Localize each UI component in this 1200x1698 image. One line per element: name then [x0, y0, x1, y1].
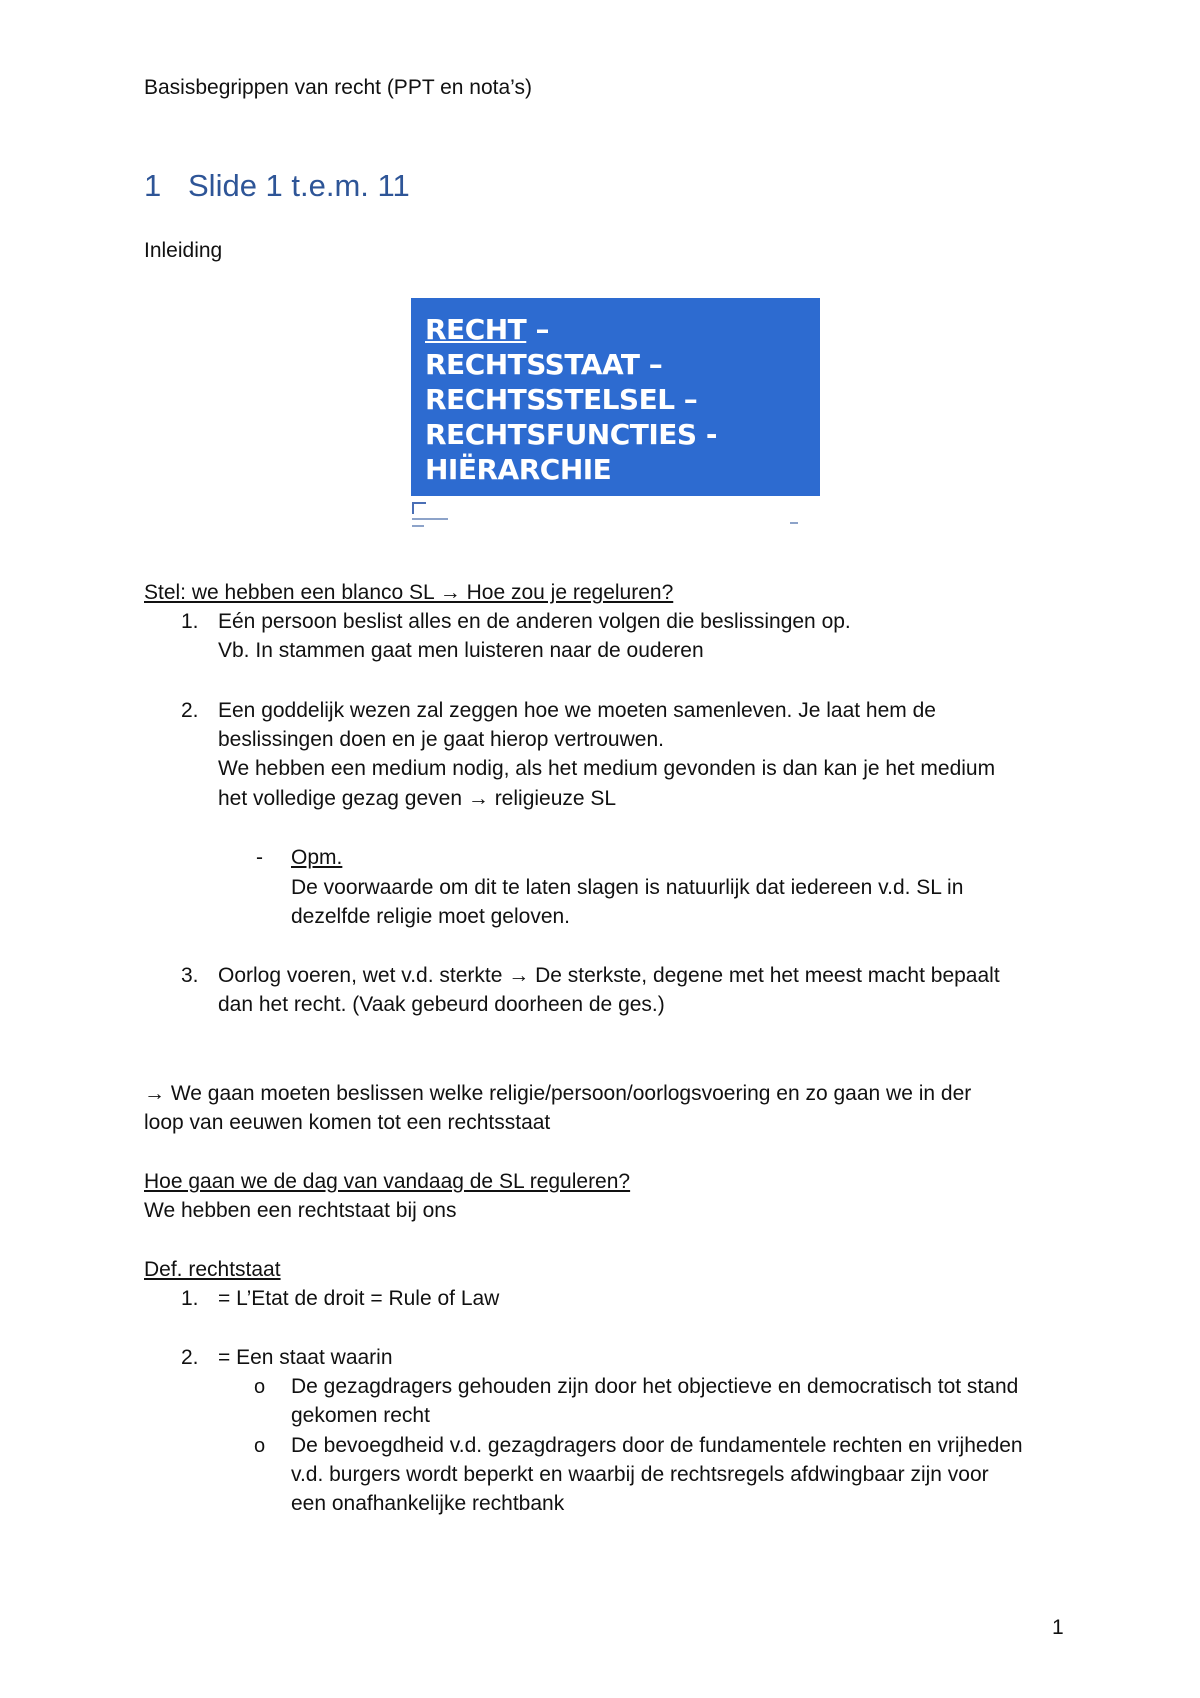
- page-header: Basisbegrippen van recht (PPT en nota’s): [144, 76, 532, 99]
- list-number: 2.: [181, 1346, 199, 1369]
- slide-footer-mark: [790, 522, 798, 524]
- question-today: Hoe gaan we de dag van vandaag de SL reguleren?: [144, 1170, 631, 1193]
- list-item-line: = L’Etat de droit = Rule of Law: [218, 1287, 500, 1310]
- sub-item-line: De gezagdragers gehouden zijn door het objectieve en democratisch tot stand: [291, 1375, 1019, 1398]
- slide-title-line: RECHT –: [425, 313, 550, 346]
- slide-title-line: RECHTSSTELSEL –: [425, 383, 698, 416]
- page-number: 1: [1052, 1616, 1064, 1639]
- list-number: 2.: [181, 699, 199, 722]
- slide-title-line: RECHTSSTAAT –: [425, 348, 663, 381]
- sub-item-line: gekomen recht: [291, 1404, 430, 1427]
- section-heading: [144, 166, 410, 206]
- sub-bullet: o: [254, 1376, 266, 1398]
- list-number: 1.: [181, 1287, 199, 1310]
- question-stel: Stel: we hebben een blanco SL → Hoe zou je regeluren?: [144, 581, 674, 604]
- list-item-line: We hebben een medium nodig, als het medium gevonden is dan kan je het medium: [218, 757, 996, 780]
- definition-title: Def. rechtstaat: [144, 1258, 281, 1281]
- heading-number: 1: [144, 168, 162, 203]
- slide-title-line: RECHTSFUNCTIES -: [425, 418, 717, 451]
- note-line: De voorwaarde om dit te laten slagen is natuurlijk dat iedereen v.d. SL in: [291, 876, 964, 899]
- slide-title: [425, 312, 717, 487]
- list-item-line: beslissingen doen en je gaat hierop vertrouwen.: [218, 728, 664, 751]
- heading-title: Slide 1 t.e.m. 11: [188, 168, 410, 203]
- conclusion-line: → We gaan moeten beslissen welke religie/persoon/oorlogsvoering en zo gaan we in der: [144, 1082, 972, 1105]
- answer-today: We hebben een rechtstaat bij ons: [144, 1199, 457, 1222]
- note-label: Opm.: [291, 846, 343, 869]
- note-line: dezelfde religie moet geloven.: [291, 905, 571, 928]
- sub-bullet: o: [254, 1435, 266, 1457]
- list-item-line: Eén persoon beslist alles en de anderen volgen die beslissingen op.: [218, 610, 851, 633]
- list-item-line: Oorlog voeren, wet v.d. sterkte → De sterkste, degene met het meest macht bepaalt: [218, 964, 1000, 987]
- slide-title-line: HIËRARCHIE: [425, 453, 612, 486]
- slide-title-word: RECHT: [425, 313, 527, 346]
- note-dash: -: [256, 846, 263, 869]
- list-item-line: Een goddelijk wezen zal zeggen hoe we moeten samenleven. Je laat hem de: [218, 699, 936, 722]
- list-number: 1.: [181, 610, 199, 633]
- university-logo-icon: [411, 500, 451, 532]
- list-number: 3.: [181, 964, 199, 987]
- list-item-line: dan het recht. (Vaak gebeurd doorheen de ges.): [218, 993, 665, 1016]
- sub-item-line: een onafhankelijke rechtbank: [291, 1492, 565, 1515]
- slide-image: [411, 298, 820, 496]
- sub-item-line: v.d. burgers wordt beperkt en waarbij de rechtsregels afdwingbaar zijn voor: [291, 1463, 989, 1486]
- sub-item-line: De bevoegdheid v.d. gezagdragers door de fundamentele rechten en vrijheden: [291, 1434, 1023, 1457]
- conclusion-line: loop van eeuwen komen tot een rechtsstaat: [144, 1111, 551, 1134]
- list-item-line: het volledige gezag geven → religieuze SL: [218, 787, 617, 810]
- intro-label: Inleiding: [144, 239, 223, 262]
- list-item-line: Vb. In stammen gaat men luisteren naar de ouderen: [218, 639, 704, 662]
- list-item-line: = Een staat waarin: [218, 1346, 393, 1369]
